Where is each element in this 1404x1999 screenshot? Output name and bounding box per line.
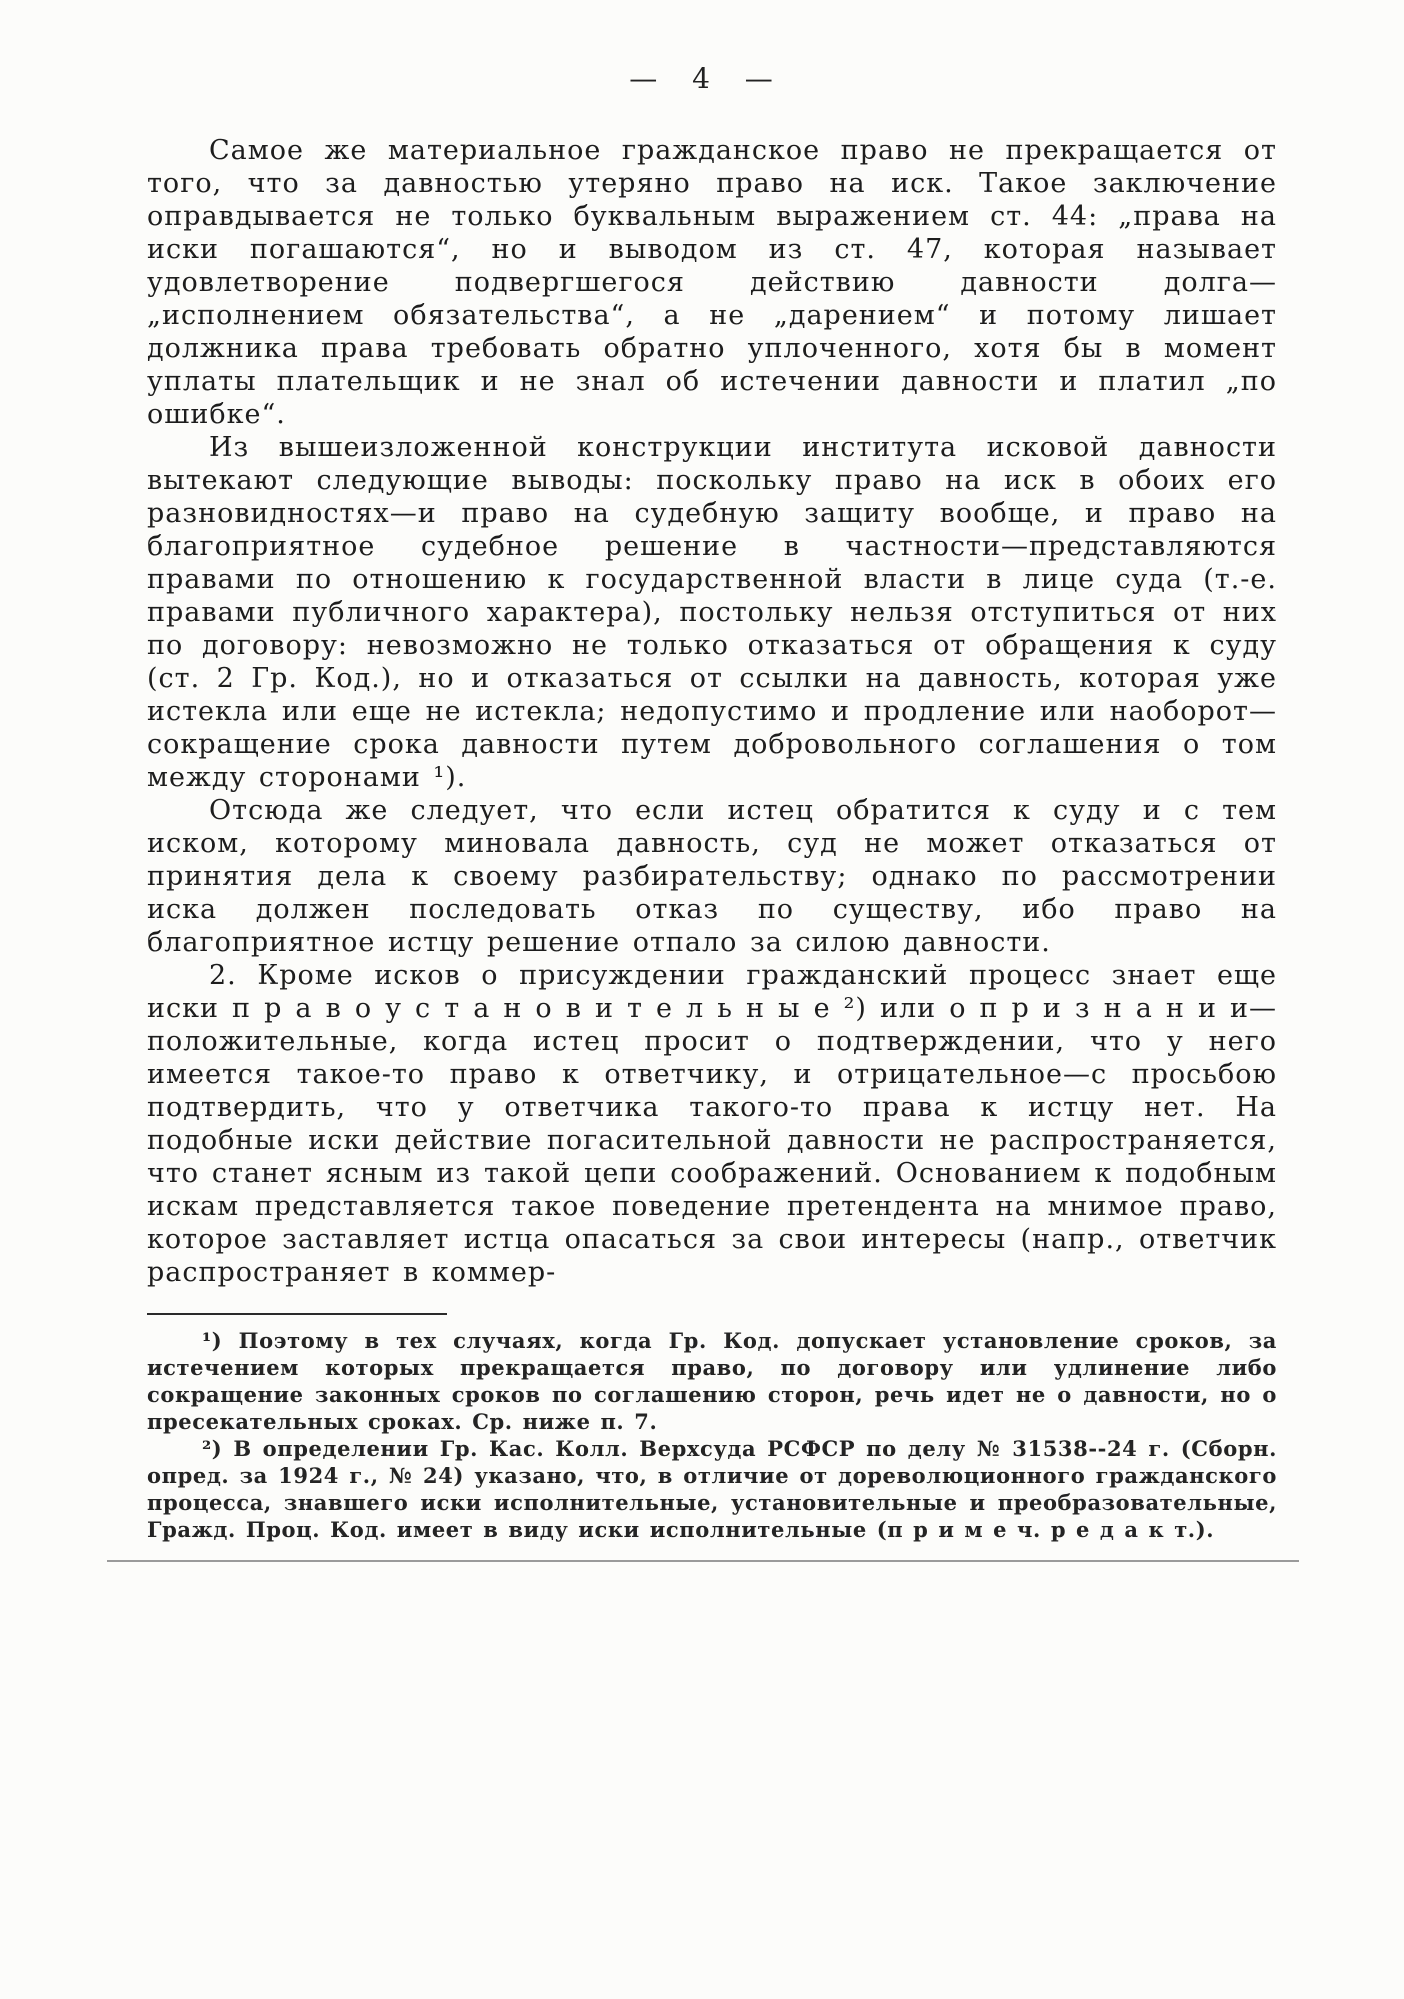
footnote-1: ¹) Поэтому в тех случаях, когда Гр. Код. допускает установление сроков, за истечением которых прекращается право, по договору или удлинение либо сокращение законных сроков по соглашению сторон, речь идет не о давности, но о пресекательных сроках. Ср. ниже п. 7. <box>147 1328 1277 1434</box>
footnote-section <box>147 1313 1277 1543</box>
footnote-separator <box>147 1313 447 1315</box>
paragraph-3: Отсюда же следует, что если истец обратится к суду и с тем иском, которому миновала давность, суд не может отказаться от принятия дела к своему разбирательству; однако по рассмотрении иска должен последовать отказ по существу, ибо право на благоприятное истцу решение отпало за силою давности. <box>147 795 1277 958</box>
page-number: — 4 — <box>629 62 775 95</box>
body-text <box>147 134 1277 1289</box>
footnotes <box>147 1327 1277 1543</box>
paragraph-4: 2. Кроме исков о присуждении гражданский процесс знает еще иски п р а в о у с т а н о в и т е л ь н ы е ²) или о п р и з н а н и и—положительные, когда истец просит о подтверждении, что у него имеется такое-то право к ответчику, и отрицательное—с просьбою подтвердить, что у ответчика такого-то права к истцу нет. На подобные иски действие погасительной давности не распространяется, что станет ясным из такой цепи соображений. Основанием к подобным искам представляется такое поведение претендента на мнимое право, которое заставляет истца опасаться за свои интересы (напр., ответчик распространяет в коммер- <box>147 960 1277 1288</box>
paragraph-2: Из вышеизложенной конструкции института исковой давности вытекают следующие выводы: поскольку право на иск в обоих его разновидностях—и право на судебную защиту вообще, и право на благоприятное судебное решение в частности—представляются правами по отношению к государственной власти в лице суда (т.-е. правами публичного характера), постольку нельзя отступиться от них по договору: невозможно не только отказаться от обращения к суду (ст. 2 Гр. Код.), но и отказаться от ссылки на давность, которая уже истекла или еще не истекла; недопустимо и продление или наоборот—сокращение срока давности путем добровольного соглашения о том между сторонами ¹). <box>147 432 1277 793</box>
page-bottom-rule <box>107 1560 1299 1562</box>
paragraph-1: Самое же материальное гражданское право не прекращается от того, что за давностью утеряно право на иск. Такое заключение оправдывается не только буквальным выражением ст. 44: „права на иски погашаются“, но и выводом из ст. 47, которая называет удовлетворение подвергшегося действию давности долга—„исполнением обязательства“, а не „дарением“ и потому лишает должника права требовать обратно уплоченного, хотя бы в момент уплаты плательщик и не знал об истечении давности и платил „по ошибке“. <box>147 135 1277 430</box>
footnote-2: ²) В определении Гр. Кас. Колл. Верхсуда РСФСР по делу № 31538--24 г. (Сборн. опред. за 1924 г., № 24) указано, что, в отличие от дореволюционного гражданского процесса, знавшего иски исполнительные, установительные и преобразовательные, Гражд. Проц. Код. имеет в виду иски исполнительные (п р и м е ч. р е д а к т.). <box>147 1436 1277 1542</box>
